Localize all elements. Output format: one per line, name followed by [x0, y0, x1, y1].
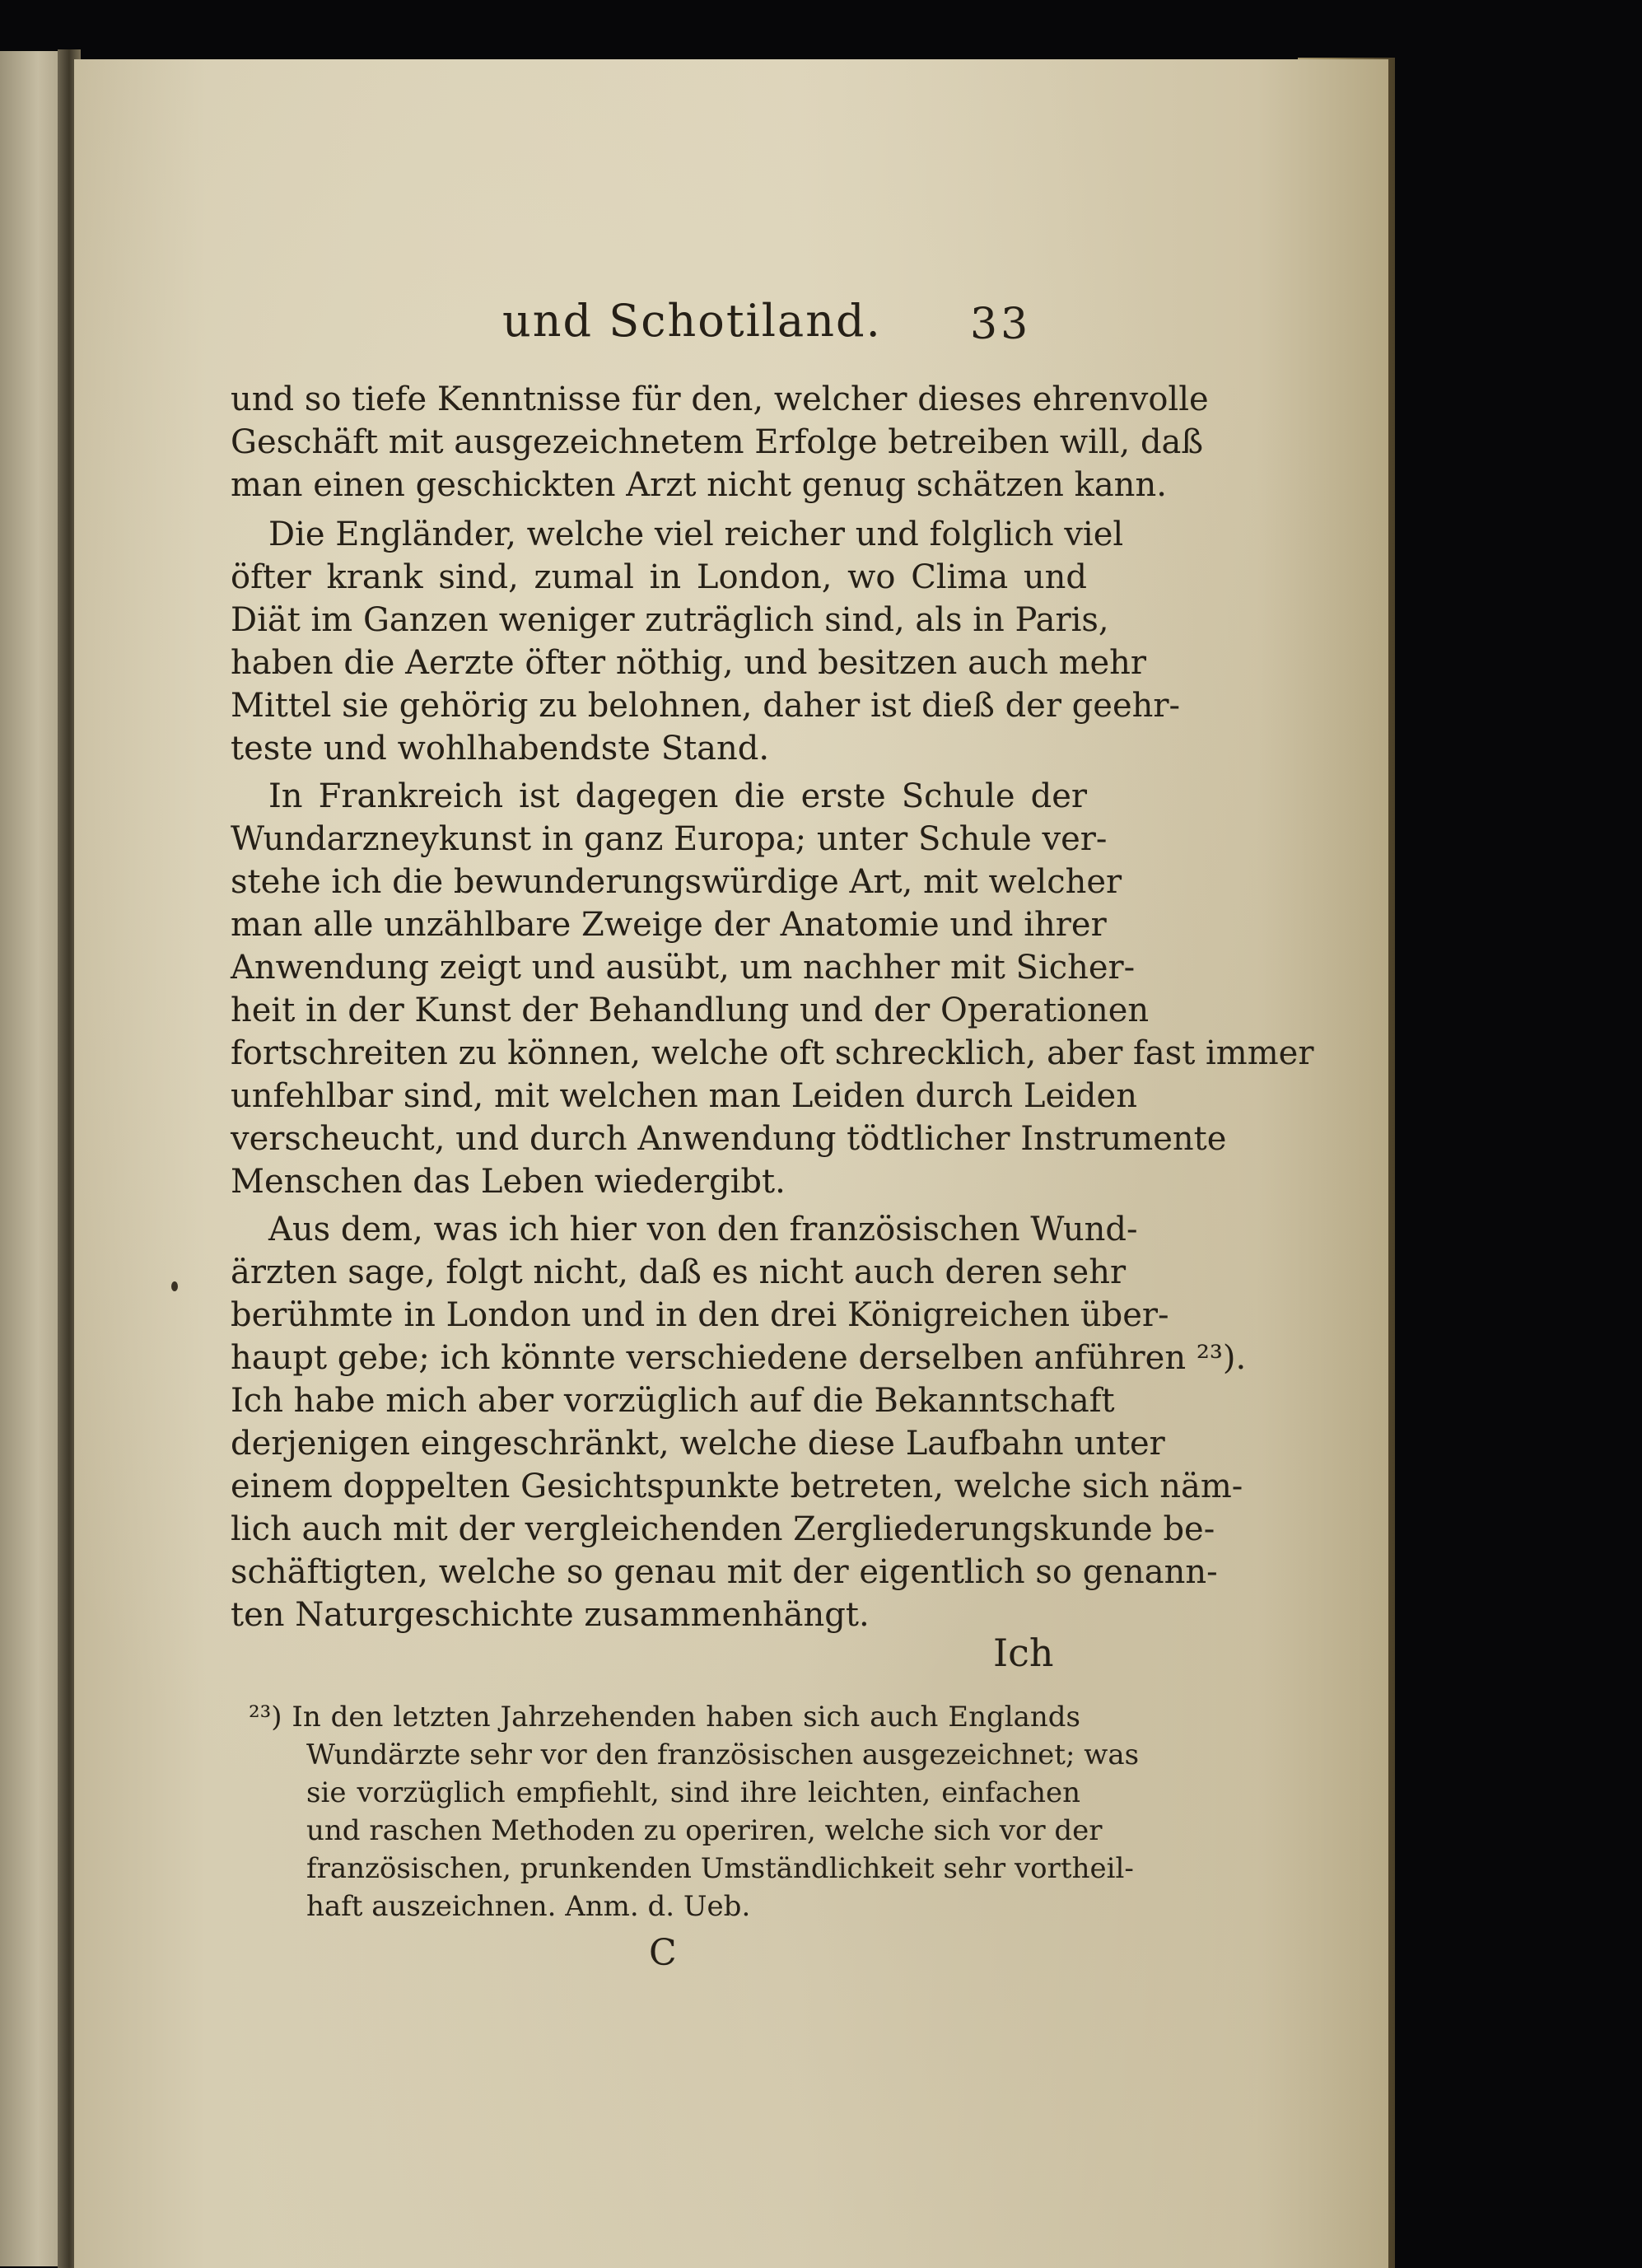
- body-line: derjenigen eingeschränkt, welche diese Laufbahn unter: [231, 1425, 1165, 1463]
- footnote-line: ²³) In den letzten Jahrzehenden haben sich auch Englands: [249, 1701, 1080, 1734]
- body-line: fortschreiten zu können, welche oft schrecklich, aber fast immer: [231, 1034, 1314, 1072]
- body-line: verscheucht, und durch Anwendung tödtlicher Instrumente: [231, 1120, 1227, 1158]
- body-line: haben die Aerzte öfter nöthig, und besitzen auch mehr: [231, 644, 1147, 682]
- body-line: Menschen das Leben wiedergibt.: [231, 1163, 786, 1201]
- signature-mark: C: [649, 1932, 677, 1974]
- footnote-line: sie vorzüglich empfiehlt, sind ihre leichten, einfachen: [306, 1776, 1080, 1809]
- body-line: Mittel sie gehörig zu belohnen, daher ist dieß der geehr-: [231, 687, 1181, 725]
- body-line: In Frankreich ist dagegen die erste Schule der: [268, 777, 1087, 815]
- body-line: öfter krank sind, zumal in London, wo Clima und: [231, 558, 1087, 596]
- body-line: schäftigten, welche so genau mit der eigentlich so genann-: [231, 1553, 1218, 1591]
- body-line: Anwendung zeigt und ausübt, um nachher mit Sicher-: [231, 949, 1136, 987]
- body-line: Ich habe mich aber vorzüglich auf die Bekanntschaft: [231, 1382, 1115, 1420]
- body-line: Geschäft mit ausgezeichnetem Erfolge betreiben will, daß: [231, 423, 1204, 461]
- body-line: ärzten sage, folgt nicht, daß es nicht auch deren sehr: [231, 1253, 1127, 1291]
- footnote-line: und raschen Methoden zu operiren, welche sich vor der: [306, 1814, 1103, 1847]
- body-line: Aus dem, was ich hier von den französischen Wund-: [268, 1211, 1138, 1248]
- ink-speck: [171, 1281, 178, 1291]
- body-line: man einen geschickten Arzt nicht genug schätzen kann.: [231, 466, 1167, 504]
- book-page: [74, 59, 1388, 2268]
- running-head: und Schotiland.: [502, 295, 882, 347]
- body-line: heit in der Kunst der Behandlung und der Operationen: [231, 992, 1150, 1029]
- page-number: 33: [970, 300, 1032, 349]
- body-line: Wundarzneykunst in ganz Europa; unter Schule ver-: [231, 820, 1108, 858]
- body-line: Diät im Ganzen weniger zuträglich sind, als in Paris,: [231, 601, 1109, 639]
- body-line: Die Engländer, welche viel reicher und folglich viel: [268, 516, 1124, 553]
- body-line: lich auch mit der vergleichenden Zergliederungskunde be-: [231, 1510, 1215, 1548]
- body-line: stehe ich die bewunderungswürdige Art, mit welcher: [231, 863, 1122, 901]
- catchword: Ich: [993, 1631, 1054, 1675]
- body-line: und so tiefe Kenntnisse für den, welcher dieses ehrenvolle: [231, 380, 1209, 418]
- body-line: man alle unzählbare Zweige der Anatomie und ihrer: [231, 906, 1107, 944]
- footnote-line: französischen, prunkenden Umständlichkeit sehr vortheil-: [306, 1852, 1134, 1885]
- footnote-line: Wundärzte sehr vor den französischen ausgezeichnet; was: [306, 1738, 1140, 1771]
- body-line: berühmte in London und in den drei Königreichen über-: [231, 1296, 1169, 1334]
- body-line: haupt gebe; ich könnte verschiedene derselben anführen ²³).: [231, 1339, 1247, 1377]
- body-line: ten Naturgeschichte zusammenhängt.: [231, 1596, 870, 1634]
- body-line: unfehlbar sind, mit welchen man Leiden durch Leiden: [231, 1077, 1137, 1115]
- footnote-line: haft auszeichnen. Anm. d. Ueb.: [306, 1890, 751, 1923]
- body-line: einem doppelten Gesichtspunkte betreten, welche sich näm-: [231, 1468, 1243, 1505]
- body-line: teste und wohlhabendste Stand.: [231, 730, 770, 768]
